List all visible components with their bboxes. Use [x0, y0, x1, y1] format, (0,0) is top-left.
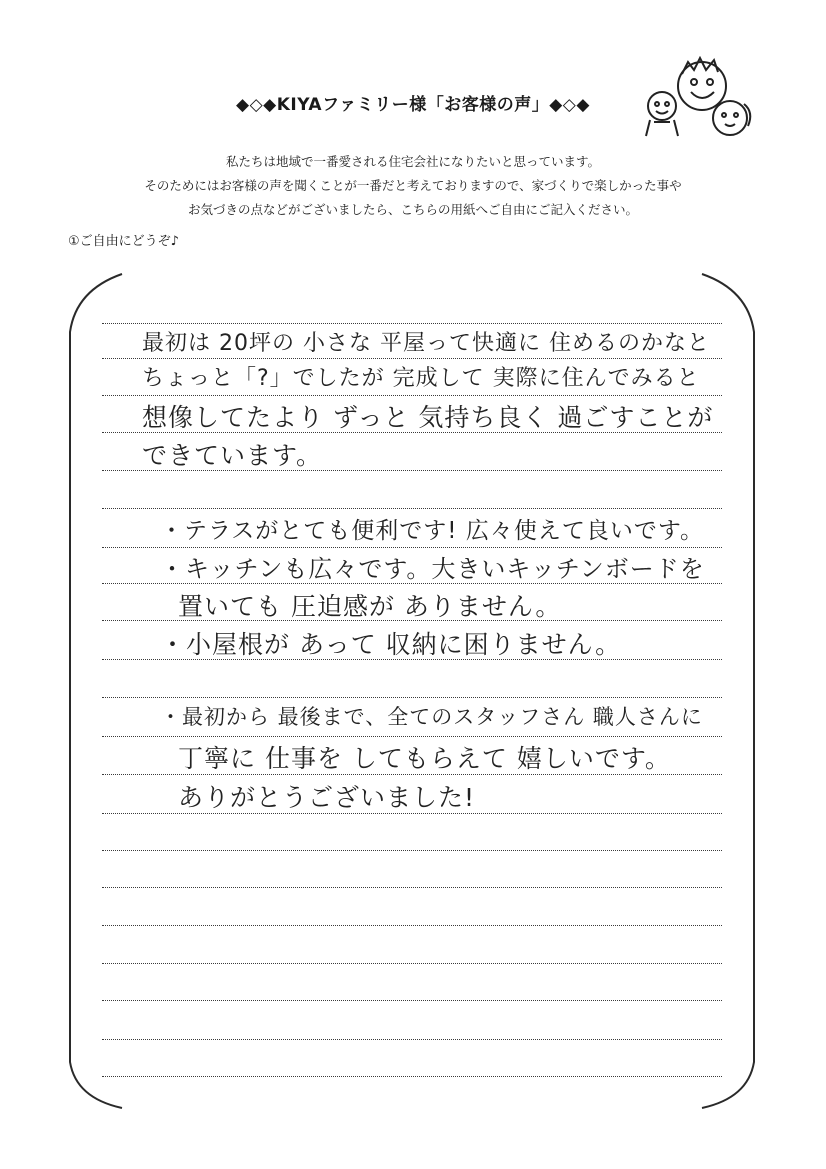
handwritten-bullet: ・小屋根が あって 収納に困りません。: [160, 630, 622, 659]
ruled-line: [102, 508, 722, 509]
ruled-line: [102, 1076, 722, 1077]
intro-line-2: そのためにはお客様の声を聞くことが一番だと考えておりますので、家づくりで楽しかった事や: [144, 178, 682, 193]
family-mascot-illustration: [636, 56, 756, 142]
ruled-line: [102, 813, 722, 814]
ruled-line: [102, 547, 722, 548]
ruled-line: [102, 887, 722, 888]
ruled-line: [102, 925, 722, 926]
intro-line-3: お気づきの点などがございましたら、こちらの用紙へご自由にご記入ください。: [187, 202, 638, 217]
ruled-line: [102, 470, 722, 471]
ruled-line: [102, 1039, 722, 1040]
handwritten-line: 置いても 圧迫感が ありません。: [178, 592, 562, 621]
intro-line-1: 私たちは地域で一番愛される住宅会社になりたいと思っています。: [225, 154, 600, 169]
ruled-line: [102, 1000, 722, 1001]
ruled-line: [102, 850, 722, 851]
handwritten-bullet: ・キッチンも広々です。大きいキッチンボードを: [160, 555, 705, 583]
ruled-line: [102, 432, 722, 433]
handwritten-line: ちょっと「?」でしたが 完成して 実際に住んでみると: [142, 366, 700, 391]
answer-frame: [66, 272, 758, 1110]
ruled-line: [102, 659, 722, 660]
page-title: ◆◇◆KIYAファミリー様「お客様の声」◆◇◆: [236, 95, 590, 115]
ruled-line: [102, 736, 722, 737]
ruled-line: [102, 963, 722, 964]
handwritten-line: ありがとうございました!: [178, 783, 476, 812]
handwritten-line: できています。: [142, 441, 323, 470]
handwritten-bullet: ・テラスがとても便利です! 広々使えて良いです。: [160, 518, 705, 544]
ruled-line: [102, 323, 722, 324]
ruled-line: [102, 358, 722, 359]
ruled-line: [102, 583, 722, 584]
handwritten-line: 想像してたより ずっと 気持ち良く 過ごすことが: [142, 403, 714, 432]
ruled-line: [102, 395, 722, 396]
question-label: ①ご自由にどうぞ♪: [68, 234, 179, 249]
handwritten-line: 丁寧に 仕事を してもらえて 嬉しいです。: [178, 744, 671, 773]
handwritten-line: 最初は 20坪の 小さな 平屋って快適に 住めるのかなと: [142, 331, 710, 356]
ruled-line: [102, 697, 722, 698]
handwritten-bullet: ・最初から 最後まで、全てのスタッフさん 職人さんに: [160, 705, 703, 729]
ruled-line: [102, 774, 722, 775]
